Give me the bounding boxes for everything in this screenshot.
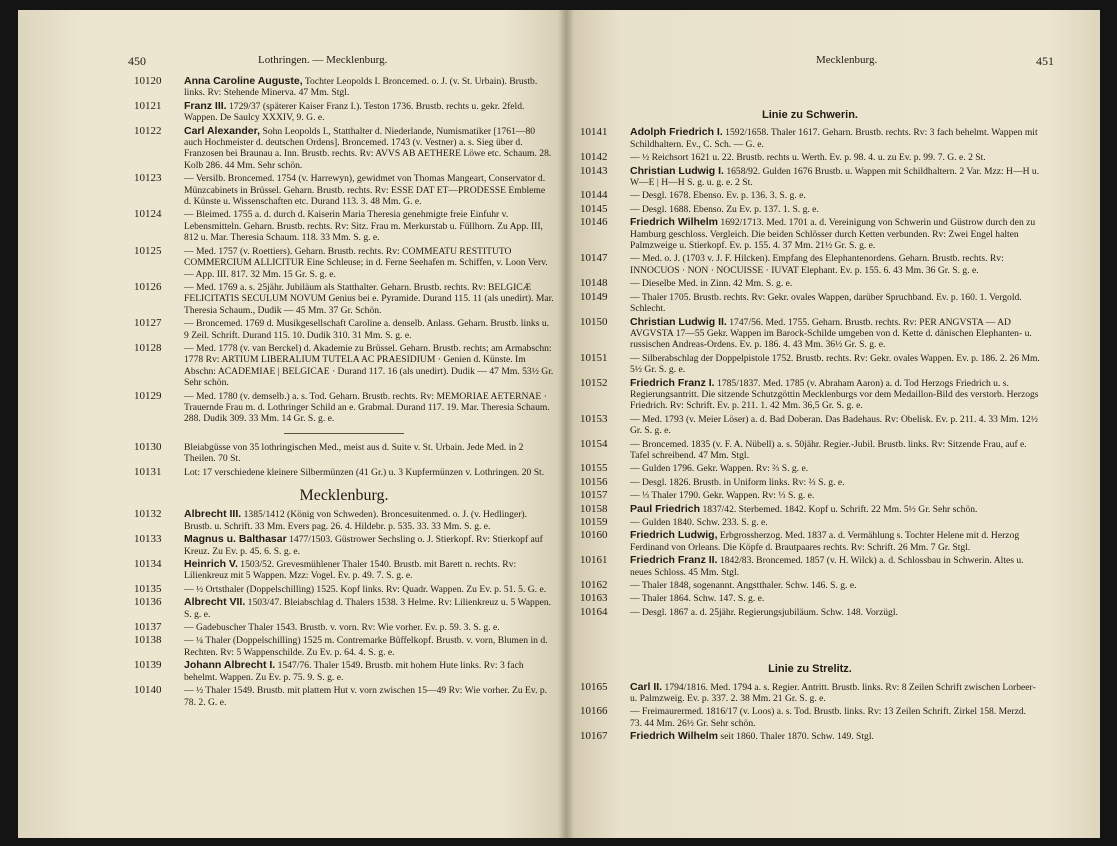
lot-number: 10163 <box>580 592 608 605</box>
ruler-name: Heinrich V. <box>184 558 238 571</box>
catalogue-entry <box>580 292 1040 315</box>
catalogue-entry <box>580 580 1040 591</box>
lot-number: 10147 <box>580 252 608 265</box>
entry-description: — Bleimed. 1755 a. d. durch d. Kaiserin Maria Theresia genehmigte freie Einfuhr v. Lebensmitteln. Geharn. Brustb. rechts. Rv: Sitz. Frau m. Merkurstab u. Füllhorn. Zu App. III, 812 u. Mar. Theresia Schaum. 118. 33 Mm. S. g. e. <box>184 209 543 244</box>
lot-number: 10162 <box>580 579 608 592</box>
entry-description: 1547/76. Thaler 1549. Brustb. mit hohem Hute links. Rv: 3 fach behelmt. Wappen. Zu Ev. p. 75. 9. S. g. e. <box>184 660 524 683</box>
entry-description: — Med. 1757 (v. Roettiers). Geharn. Brustb. rechts. Rv: COMMEATU RESTITUTO COMMERCIUM ALLICITUR Eine Schleuse; in d. Ferne Seehafen m. Schiffen, v. Loon Verv. — App. III. 817. 32 Mm. 15 Gr. S. g. e. <box>184 245 548 280</box>
entry-description: 1658/92. Gulden 1676 Brustb. u. Wappen mit Schildhaltern. 2 Var. Mzz: H—H u. W—E | H—H S. g. u. g. e. 2 St. <box>630 165 1040 189</box>
entry-description: 1842/83. Broncemed. 1857 (v. H. Wilck) a. d. Schlossbau in Schwerin. Altes u. neues Schloss. 45 Mm. Stgl. <box>630 555 1024 578</box>
catalogue-entry <box>134 318 554 341</box>
entry-description: — ½ Thaler 1549. Brustb. mit plattem Hut v. vorn zwischen 15—49 Rv: Wie vorher. Zu Ev. p. 78. 2. G. e. <box>184 685 548 708</box>
catalogue-entry <box>580 555 1040 578</box>
entry-description: — Freimaurermed. 1816/17 (v. Loos) a. s. Tod. Brustb. links. Rv: 13 Zeilen Schrift. Zirkel 158. Merzd. 73. 44 Mm. 26½ Gr. Sehr schön. <box>630 706 1027 729</box>
entry-description: — Desgl. 1678. Ebenso. Ev. p. 136. 3. S. g. e. <box>630 190 806 202</box>
catalogue-entry <box>134 282 554 316</box>
book-gutter <box>558 10 574 838</box>
ruler-name: Friedrich Wilhelm <box>630 730 719 743</box>
catalogue-entry <box>134 584 554 595</box>
running-head-left: Lothringen. — Mecklenburg. <box>258 54 388 66</box>
lorraine-entries <box>134 76 554 425</box>
lot-number: 10159 <box>580 516 608 528</box>
book-spread <box>18 10 1100 838</box>
section-rule <box>284 433 404 434</box>
lot-number: 10130 <box>134 440 162 453</box>
page-number-right: 451 <box>1036 54 1054 68</box>
lot-number: 10150 <box>580 315 608 328</box>
lot-number: 10127 <box>134 317 162 330</box>
spacer <box>580 620 1040 664</box>
catalogue-entry <box>580 504 1040 515</box>
ruler-name: Friedrich Wilhelm <box>630 216 719 229</box>
catalogue-entry <box>580 593 1040 604</box>
catalogue-entry <box>134 559 554 582</box>
lot-number: 10123 <box>134 172 162 185</box>
lot-number: 10156 <box>580 475 608 488</box>
entry-description: 1785/1837. Med. 1785 (v. Abraham Aaron) a. d. Tod Herzogs Friedrich u. s. Regierungsantritt. Die sitzende Schutzgöttin Mecklenburgs vor dem Medaillon-Bild des verstorb. Herzogs Friedrich. Rv: Schrift. Ev. p. 211. 1. 42 Mm. 36,5 Gr. S. g. e. <box>630 377 1039 412</box>
catalogue-entry <box>134 467 554 478</box>
lot-number: 10124 <box>134 208 162 221</box>
catalogue-entry <box>580 414 1040 437</box>
lot-number: 10134 <box>134 558 162 571</box>
ruler-name: Franz III. <box>184 99 227 112</box>
ruler-name: Friedrich Franz I. <box>630 376 715 389</box>
catalogue-entry <box>134 509 554 532</box>
catalogue-entry <box>580 204 1040 215</box>
entry-description: Sohn Leopolds I., Statthalter d. Niederlande, Numismatiker [1761—80 auch Hochmeister d. deutschen Ordens]. Broncemed. 1743 (v. Vestner) a. s. Sieg über d. Franzosen bei Braunau a. Inn. Brustb. rechts. Rv: AVVS AB AETHERE Löwe etc. Schaum. 28. Kolb 286. 44 Mm. Sehr schön. <box>184 125 552 171</box>
catalogue-entry <box>580 317 1040 351</box>
lot-number: 10136 <box>134 596 162 609</box>
entry-description: — Med. 1780 (v. demselb.) a. s. Tod. Geharn. Brustb. rechts. Rv: MEMORIAE AETERNAE · Trauernde Frau m. d. Lothringer Schild an e. Grabmal. Durand 117. 19. Mar. Theresia Schaum. 288. Dudik 309. 33 Mm. 14 Gr. S. g. e. <box>184 390 550 425</box>
ruler-name: Christian Ludwig II. <box>630 315 727 328</box>
lot-number: 10139 <box>134 659 162 672</box>
entry-description: Tochter Leopolds I. Broncemed. o. J. (v. St. Urbain). Brustb. links. Rv: Stehende Minerva. 47 Mm. Stgl. <box>184 76 538 99</box>
catalogue-entry <box>134 343 554 389</box>
entry-description: — Gadebuscher Thaler 1543. Brustb. v. vorn. Rv: Wie vorher. Ev. p. 59. 3. S. g. e. <box>184 622 500 634</box>
ruler-name: Carl Alexander, <box>184 124 261 137</box>
entry-description: — Med. 1778 (v. van Berckel) d. Akademie zu Brüssel. Geharn. Brustb. rechts; am Armabschn: 1778 Rv: ARTIUM LIBERALIUM TUTELA AC PRAESIDIUM · Genien d. Künste. Im Abschn: ACADEMIAE | BELGICAE · Durand 117. 16 (als unedirt). Dudik — 47 Mm. 53½ Gr. Sehr schön. <box>184 342 554 389</box>
mecklenburg-entries <box>134 509 554 708</box>
entry-description: 1692/1713. Med. 1701 a. d. Vereinigung von Schwerin und Güstrow durch den zu Hamburg geschloss. Vergleich. Die beiden Schlösser durch Ketten verbunden. Rv: Zwei Engel halten Palmzweige u. Stierkopf. Ev. p. 155. 4. 37 Mm. 21½ Gr. S. g. e. <box>630 217 1036 252</box>
running-head-right: Mecklenburg. <box>816 54 878 66</box>
lot-number: 10122 <box>134 124 162 137</box>
section-heading-mecklenburg: Mecklenburg. <box>299 487 389 504</box>
entry-description: — Thaler 1864. Schw. 147. S. g. e. <box>630 593 765 605</box>
entry-description: 1385/1412 (König von Schweden). Broncesuitenmed. o. J. (v. Hedlinger). Brustb. u. Schrift. 33 Mm. Evers pag. 26. 4. Hildebr. p. 535. 33. 33 Mm. S. g. e. <box>184 509 527 532</box>
entry-description: 1592/1658. Thaler 1617. Geharn. Brustb. rechts. Rv: 3 fach behelmt. Wappen mit Schildhaltern. Ev., C. Sch. — G. e. <box>630 127 1038 150</box>
left-entries <box>134 76 554 710</box>
lot-number: 10125 <box>134 244 162 257</box>
catalogue-entry <box>580 517 1040 528</box>
lot-number: 10149 <box>580 290 608 303</box>
lot-number: 10148 <box>580 277 608 290</box>
entry-description: Lot: 17 verschiedene kleinere Silbermünzen (41 Gr.) u. 3 Kupfermünzen v. Lothringen. 20 St. <box>184 466 545 478</box>
lot-number: 10165 <box>580 680 608 693</box>
lot-number: 10121 <box>134 99 162 112</box>
entry-description: 1503/47. Bleiabschlag d. Thalers 1538. 3 Helme. Rv: Lilienkreuz u. 5 Wappen. S. g. e. <box>184 597 552 620</box>
lot-number: 10145 <box>580 202 608 215</box>
lot-number: 10141 <box>580 126 608 139</box>
catalogue-entry <box>580 477 1040 488</box>
ruler-name: Adolph Friedrich I. <box>630 126 723 139</box>
catalogue-entry <box>580 152 1040 163</box>
lot-number: 10120 <box>134 75 162 87</box>
lot-number: 10142 <box>580 151 608 164</box>
entry-description: 1837/42. Sterbemed. 1842. Kopf u. Schrift. 22 Mm. 5½ Gr. Sehr schön. <box>702 503 978 515</box>
schwerin-entries <box>580 127 1040 618</box>
entry-description: — Desgl. 1867 a. d. 25jähr. Regierungsjubiläum. Schw. 148. Vorzügl. <box>630 606 898 618</box>
entry-description: — Med. 1769 a. s. 25jähr. Jubiläum als Statthalter. Geharn. Brustb. rechts. Rv: BELGICÆ FELICITATIS SECULUM NOVUM Genius bei e. Pyramide. Durand 115. 11 (als unedirt). Mar. Theresia Schaum., Dudik — 45 Mm. 37 Gr. Schön. <box>184 281 554 316</box>
lot-number: 10137 <box>134 621 162 634</box>
lot-number: 10160 <box>580 529 608 542</box>
entry-description: Erbgrossherzog. Med. 1837 a. d. Vermählung s. Tochter Helene mit d. Herzog Ferdinand von Orleans. Die Köpfe d. Brautpaares rechts. Rv: Schrift. 26 Mm. 7 Gr. Stgl. <box>630 530 1020 553</box>
entry-description: — Broncemed. 1769 d. Musikgesellschaft Caroline a. denselb. Anlass. Geharn. Brustb. links u. 9 Zeil. Schrift. Durand 115. 10. Dudik 310. 31 Mm. S. g. e. <box>184 318 550 341</box>
catalogue-entry <box>580 706 1040 729</box>
entry-description: seit 1860. Thaler 1870. Schw. 149. Stgl. <box>720 731 874 743</box>
catalogue-entry <box>580 530 1040 553</box>
lot-number: 10164 <box>580 605 608 618</box>
catalogue-entry <box>134 635 554 658</box>
lot-number: 10167 <box>580 730 608 743</box>
catalogue-entry <box>580 439 1040 462</box>
ruler-name: Christian Ludwig I. <box>630 164 724 177</box>
ruler-name: Johann Albrecht I. <box>184 659 276 672</box>
lot-number: 10128 <box>134 341 162 354</box>
lot-number: 10161 <box>580 554 608 567</box>
entry-description: — ¼ Thaler (Doppelschilling) 1525 m. Contremarke Büffelkopf. Brustb. v. vorn, Blumen in d. Rechten. Rv: 5 Wappenschilde. Zu Ev. p. 64. 4. S. g. e. <box>184 635 548 658</box>
catalogue-entry <box>580 378 1040 412</box>
entry-description: — Gulden 1796. Gekr. Wappen. Rv: ⅔ S. g. e. <box>630 463 809 475</box>
catalogue-entry <box>580 682 1040 705</box>
strelitz-entries <box>580 682 1040 743</box>
catalogue-entry <box>134 246 554 280</box>
ruler-name: Friedrich Franz II. <box>630 554 718 567</box>
right-entries <box>580 110 1040 745</box>
catalogue-entry <box>134 660 554 683</box>
entry-description: 1477/1503. Güstrower Sechsling o. J. Stierkopf. Rv: Stierkopf auf Kreuz. Zu Ev. p. 45. 6. S. g. e. <box>184 534 543 557</box>
lot-number: 10158 <box>580 502 608 515</box>
entry-description: — Gulden 1840. Schw. 233. S. g. e. <box>630 517 768 528</box>
ruler-name: Anna Caroline Auguste, <box>184 75 303 87</box>
lot-number: 10135 <box>134 582 162 595</box>
entry-description: — ½ Ortsthaler (Doppelschilling) 1525. Kopf links. Rv: Quadr. Wappen. Zu Ev. p. 51. 5. G. e. <box>184 583 547 595</box>
entry-description: — Dieselbe Med. in Zinn. 42 Mm. S. g. e. <box>630 278 793 290</box>
ruler-name: Magnus u. Balthasar <box>184 533 287 546</box>
entry-description: — Med. 1793 (v. Meier Löser) a. d. Bad Doberan. Das Badehaus. Rv: Obelisk. Ev. p. 211. 4. 33 Mm. 12½ Gr. S. g. e. <box>630 413 1038 437</box>
lot-number: 10133 <box>134 533 162 546</box>
ruler-name: Albrecht III. <box>184 508 242 521</box>
lot-number: 10140 <box>134 684 162 697</box>
ruler-name: Paul Friedrich <box>630 502 701 515</box>
catalogue-entry <box>134 534 554 557</box>
lot-number: 10157 <box>580 489 608 502</box>
lot-number: 10131 <box>134 465 162 478</box>
catalogue-entry <box>580 127 1040 150</box>
catalogue-entry <box>134 391 554 425</box>
lot-number: 10153 <box>580 412 608 425</box>
catalogue-entry <box>580 607 1040 618</box>
entry-description: — Desgl. 1826. Brustb. in Uniform links. Rv: ⅔ S. g. e. <box>630 476 845 488</box>
catalogue-entry <box>580 463 1040 474</box>
entry-description: — Desgl. 1688. Ebenso. Zu Ev. p. 137. 1. S. g. e. <box>630 203 819 215</box>
catalogue-entry <box>580 253 1040 276</box>
lot-entries <box>134 442 554 478</box>
entry-description: 1503/52. Grevesmühlener Thaler 1540. Brustb. mit Barett n. rechts. Rv: Lilienkreuz mit 5 Wappen. Mzz: Vogel. Ev. p. 49. 7. S. g. e. <box>184 559 517 582</box>
ruler-name: Carl II. <box>630 680 663 693</box>
lot-number: 10132 <box>134 508 162 521</box>
catalogue-entry <box>134 126 554 172</box>
catalogue-entry <box>134 685 554 708</box>
catalogue-entry <box>580 190 1040 201</box>
lot-number: 10146 <box>580 216 608 229</box>
catalogue-entry <box>134 622 554 633</box>
catalogue-entry <box>134 442 554 465</box>
page-number-left: 450 <box>128 54 146 68</box>
lot-number: 10152 <box>580 376 608 389</box>
lot-number: 10154 <box>580 437 608 450</box>
catalogue-entry <box>580 353 1040 376</box>
left-page <box>18 10 566 838</box>
entry-description: Bleiabgüsse von 35 lothringischen Med., meist aus d. Suite v. St. Urbain. Jede Med. in 2 Theilen. 70 St. <box>184 441 524 465</box>
lot-number: 10129 <box>134 389 162 402</box>
entry-description: 1747/56. Med. 1755. Geharn. Brustb. rechts. Rv: PER ANGVSTA — AD AVGVSTA 17—55 Gekr. Wappen im Barock-Schilde umgeben von d. Kette d. dänischen Elephanten- u. russischen Andreas-Ordens. Ev. p. 186. 4. 43 Mm. 36½ Gr. S. g. e. <box>630 316 1032 351</box>
catalogue-entry <box>134 597 554 620</box>
catalogue-entry <box>134 101 554 124</box>
lot-number: 10151 <box>580 351 608 364</box>
catalogue-entry <box>580 217 1040 251</box>
catalogue-entry <box>134 76 554 99</box>
ruler-name: Friedrich Ludwig, <box>630 529 718 542</box>
entry-description: — Thaler 1848, sogenannt. Angstthaler. Schw. 146. S. g. e. <box>630 580 857 592</box>
entry-description: — ⅓ Thaler 1790. Gekr. Wappen. Rv: ⅓ S. g. e. <box>630 490 815 502</box>
right-page <box>566 10 1100 838</box>
subsection-heading-schwerin: Linie zu Schwerin. <box>762 109 858 121</box>
entry-description: 1729/37 (späterer Kaiser Franz I.). Teston 1736. Brustb. rechts u. gekr. 2feld. Wappen. De Saulcy XXXIV, 9. G. e. <box>184 100 525 124</box>
catalogue-entry <box>580 278 1040 289</box>
lot-number: 10166 <box>580 705 608 718</box>
ruler-name: Albrecht VII. <box>184 596 246 609</box>
catalogue-entry <box>134 173 554 207</box>
catalogue-entry <box>134 209 554 243</box>
entry-description: — ½ Reichsort 1621 u. 22. Brustb. rechts u. Werth. Ev. p. 98. 4. u. zu Ev. p. 99. 7. G. e. 2 St. <box>630 152 986 164</box>
catalogue-entry <box>580 490 1040 501</box>
entry-description: — Versilb. Broncemed. 1754 (v. Harrewyn), gewidmet von Thomas Mangeart, Conservator d. Münzcabinets in Brüssel. Geharn. Brustb. rechts. Rv: ESSE DAT ET—PRODESSE Embleme d. Künste u. Wissenschaften etc. Durand 113. 3. 48 Mm. G. e. <box>184 173 546 208</box>
entry-description: — Broncemed. 1835 (v. F. A. Nübell) a. s. 50jähr. Regier.-Jubil. Brustb. links. Rv: Sitzende Frau, auf e. Tafel schreibend. 47 Mm. Stgl. <box>630 438 1027 461</box>
entry-description: 1794/1816. Med. 1794 a. s. Regier. Antritt. Brustb. links. Rv: 8 Zeilen Schrift zwischen Lorbeer- u. Palmzweig. Ev. p. 337. 2. 38 Mm. 21 Gr. S. g. e. <box>630 681 1036 705</box>
lot-number: 10138 <box>134 634 162 647</box>
lot-number: 10144 <box>580 189 608 202</box>
catalogue-entry <box>580 166 1040 189</box>
entry-description: — Thaler 1705. Brustb. rechts. Rv: Gekr. ovales Wappen, darüber Spruchband. Ev. p. 160. 1. Vergold. Schlecht. <box>630 291 1022 315</box>
lot-number: 10143 <box>580 164 608 177</box>
catalogue-entry <box>580 731 1040 742</box>
entry-description: — Med. o. J. (1703 v. J. F. Hilcken). Empfang des Elephantenordens. Geharn. Brustb. rechts. Rv: INNOCUOS · NON · NOCUISSE · IUVAT Elephant. Ev. p. 155. 6. 43 Mm. 36 Gr. S. g. e. <box>630 253 1004 276</box>
entry-description: — Silberabschlag der Doppelpistole 1752. Brustb. rechts. Rv: Gekr. ovales Wappen. Ev. p. 186. 2. 26 Mm. 5½ Gr. S. g. e. <box>630 352 1040 376</box>
subsection-heading-strelitz: Linie zu Strelitz. <box>768 663 852 676</box>
lot-number: 10155 <box>580 462 608 475</box>
lot-number: 10126 <box>134 280 162 293</box>
